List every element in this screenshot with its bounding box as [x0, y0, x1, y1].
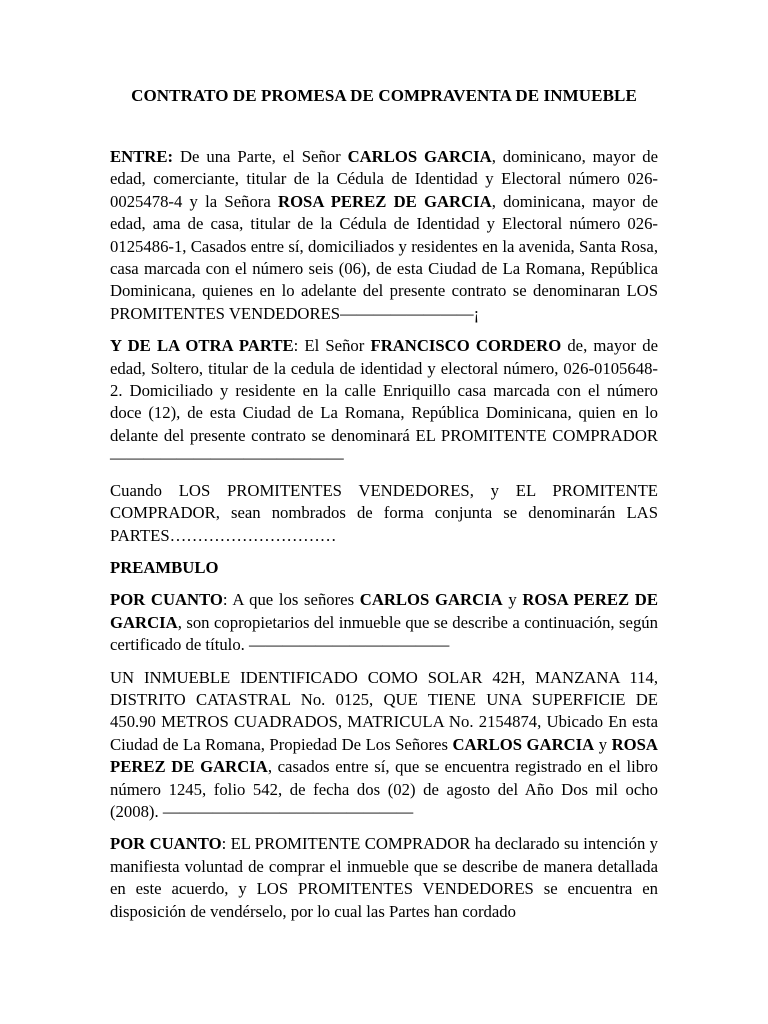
bold-text-run: CARLOS GARCIA: [359, 590, 503, 610]
contract-paragraph: [110, 146, 658, 325]
text-run: : El Señor: [293, 336, 371, 356]
bold-text-run: POR CUANTO: [110, 834, 222, 854]
document-body: [110, 146, 658, 933]
contract-paragraph: [110, 667, 658, 824]
bold-text-run: ROSA PEREZ DE GARCIA: [278, 191, 492, 211]
bold-text-run: ROSA PEREZ DE GARCIA: [110, 734, 658, 777]
document-title: CONTRATO DE PROMESA DE COMPRAVENTA DE INMUEBLE: [131, 86, 637, 105]
text-run: : A que los señores: [222, 590, 360, 610]
bold-text-run: ENTRE:: [110, 147, 174, 166]
text-run: , dominicano, mayor de edad, comerciante, titular de la Cédula de Identidad y Electoral número 026-0025478-4 y la Señora: [110, 147, 658, 211]
text-run: , dominicana, mayor de edad, ama de casa, titular de la Cédula de Identidad y Electoral número 026-0125486-1, Casados entre sí, domiciliados y residentes en la avenida, Santa Rosa, casa marcada con el número seis (06), de esta Ciudad de La Romana, República Dominicana, quienes en lo adelante del presente contrato se denominaran LOS PROMITENTES VENDEDORES————————¡: [110, 191, 658, 323]
bold-text-run: CARLOS GARCIA: [347, 147, 492, 166]
contract-paragraph: [110, 589, 658, 656]
text-run: , son copropietarios del inmueble que se describe a continuación, según certificado de título. ————————————: [110, 612, 658, 655]
text-run: De una Parte, el Señor: [173, 147, 348, 166]
bold-text-run: FRANCISCO CORDERO: [370, 336, 562, 356]
bold-text-run: POR CUANTO: [110, 590, 223, 610]
section-heading: PREAMBULO: [110, 557, 219, 577]
text-run: y: [502, 590, 523, 610]
text-run: : EL PROMITENTE COMPRADOR ha declarado su intención y manifiesta voluntad de comprar el inmueble que se describe de manera detallada en este acuerdo, y LOS PROMITENTES VENDEDORES se encuentra en disposición de vendérselo, por lo cual las Partes han cordado: [110, 834, 658, 921]
text-run: UN INMUEBLE IDENTIFICADO COMO SOLAR 42H, MANZANA 114, DISTRITO CATASTRAL No. 0125, QUE TIENE UNA SUPERFICIE DE 450.90 METROS CUADRADOS, MATRICULA No. 2154874, Ubicado En esta Ciudad de La Romana, Propiedad De Los Señores: [110, 667, 658, 754]
contract-paragraph: [110, 335, 658, 469]
text-run: y: [594, 734, 612, 754]
text-run: , casados entre sí, que se encuentra registrado en el libro número 1245, folio 542, de fecha dos (02) de agosto del Año Dos mil ocho (2008). ———————————————: [110, 757, 658, 821]
bold-text-run: Y DE LA OTRA PARTE: [110, 336, 294, 356]
text-run: Cuando LOS PROMITENTES VENDEDORES, y EL PROMITENTE COMPRADOR, sean nombrados de forma conjunta se denominarán LAS PARTES…………………………: [110, 480, 658, 545]
bold-text-run: ROSA PEREZ DE GARCIA: [110, 590, 658, 632]
contract-paragraph: [110, 480, 658, 547]
text-run: de, mayor de edad, Soltero, titular de la cedula de identidad y electoral número, 026-0105648-2. Domiciliado y residente en la calle Enriquillo casa marcada con el número doce (12), de esta Ciudad de La Romana, República Dominicana, quien en lo delante del presente contrato se denominará EL PROMITENTE COMPRADOR——————————————: [110, 336, 658, 468]
bold-text-run: CARLOS GARCIA: [452, 734, 595, 754]
contract-paragraph: [110, 833, 658, 923]
